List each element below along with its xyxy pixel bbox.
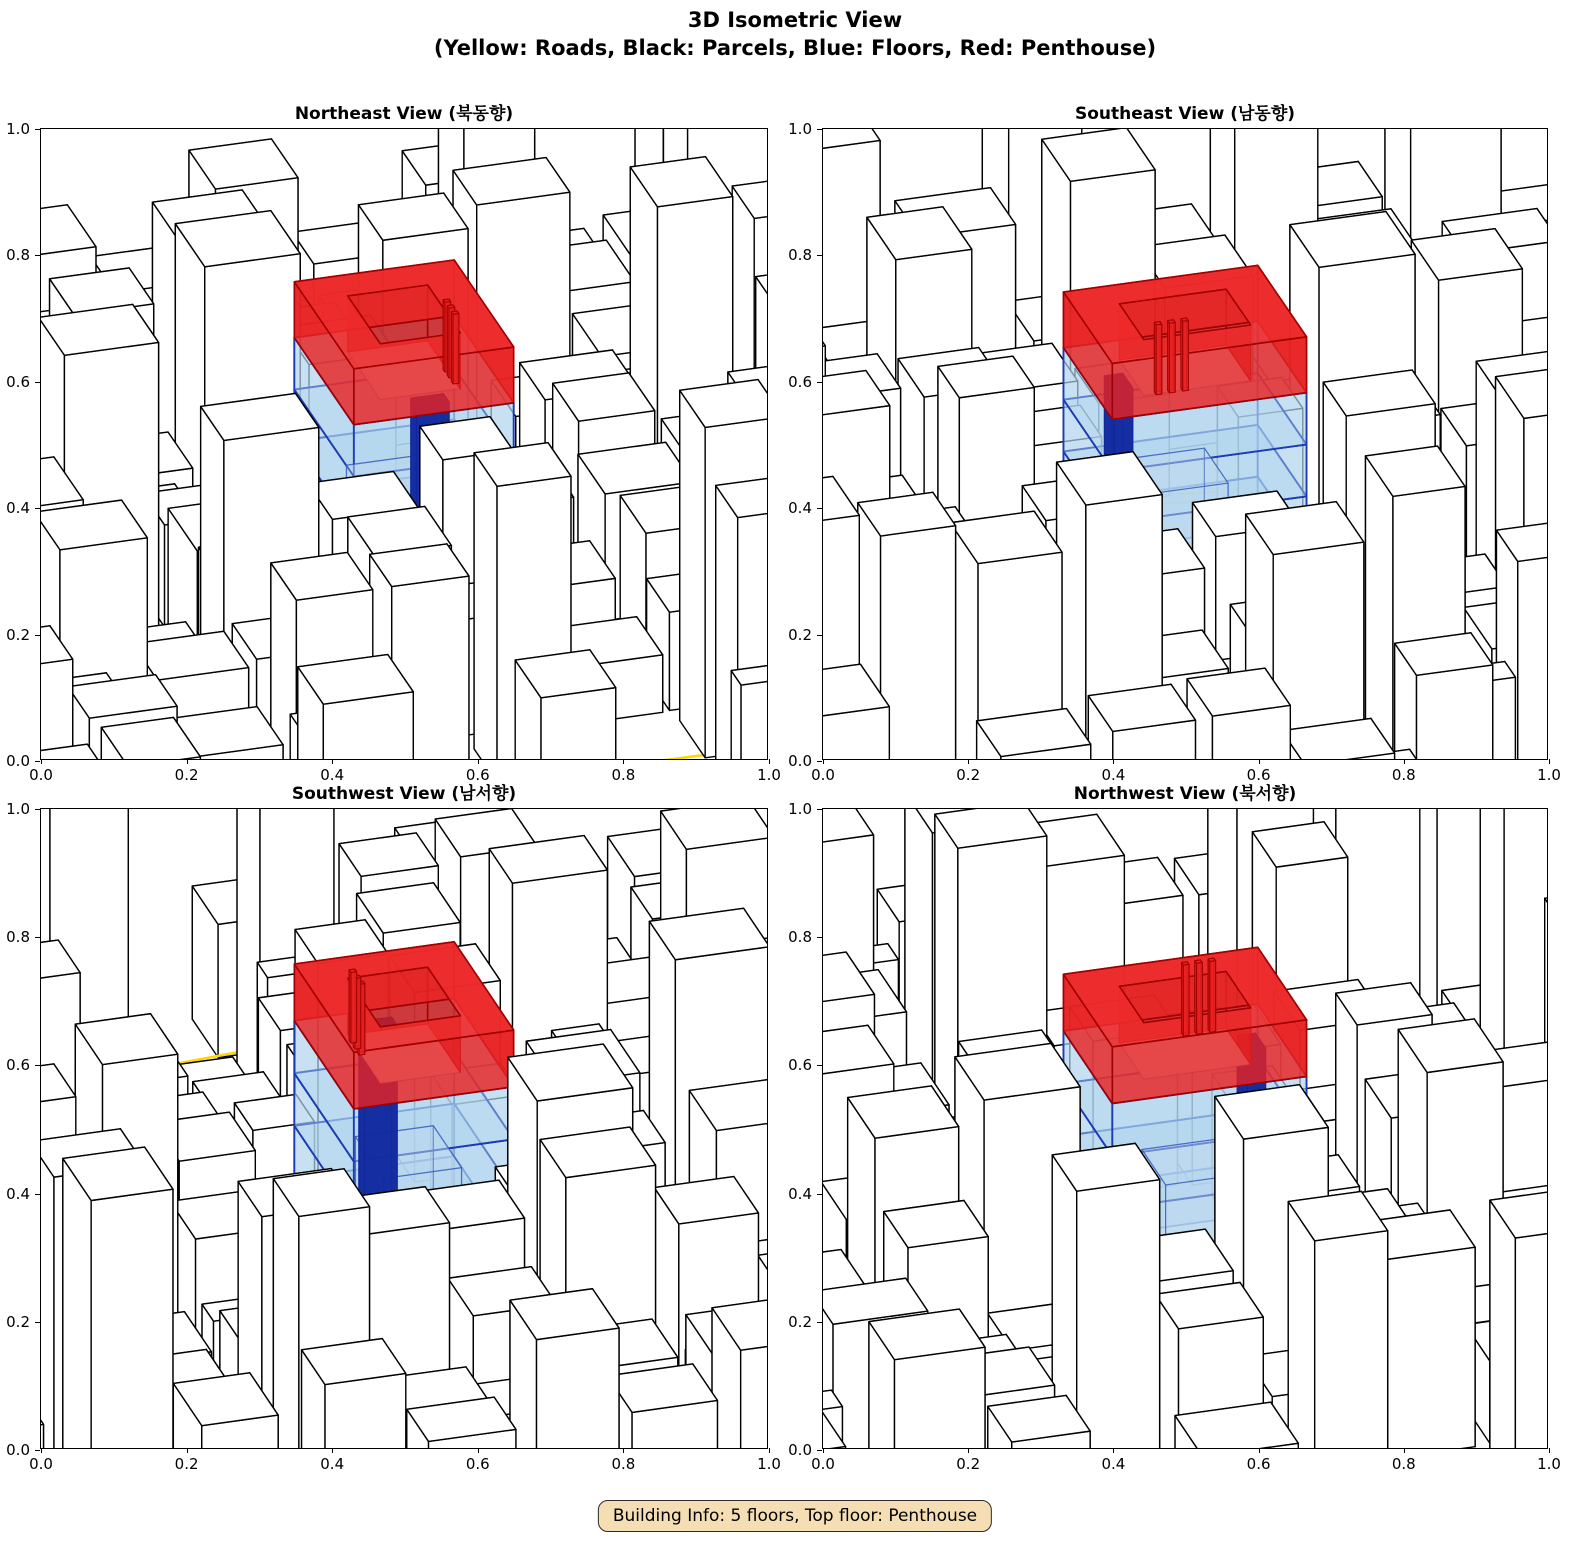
building-info-badge: Building Info: 5 floors, Top floor: Penthouse: [598, 1500, 992, 1532]
x-tick-mark: [187, 759, 188, 764]
y-tick-label: 0.8: [788, 928, 812, 947]
x-tick-mark: [823, 759, 824, 764]
subplot-title-southeast: Southeast View (남동향): [1074, 104, 1296, 124]
x-tick-mark: [1404, 1448, 1405, 1453]
x-tick-label: 0.6: [465, 1455, 490, 1473]
y-tick-label: 0.8: [6, 928, 30, 947]
x-tick-mark: [823, 1448, 824, 1453]
x-tick-mark: [187, 1448, 188, 1453]
scene-northwest: [823, 809, 1547, 1448]
x-tick-mark: [332, 759, 333, 764]
y-tick-mark: [817, 129, 822, 130]
x-tick-label: 0.4: [1101, 1455, 1126, 1473]
y-tick-label: 0.6: [6, 1056, 30, 1075]
x-tick-label: 1.0: [1537, 1455, 1561, 1473]
y-tick-label: 1.0: [6, 800, 30, 818]
y-tick-label: 1.0: [788, 120, 812, 138]
y-tick-mark: [35, 1450, 40, 1451]
subplot-northeast: [6, 104, 781, 784]
y-tick-label: 0.6: [788, 1056, 812, 1075]
y-tick-label: 0.0: [6, 752, 30, 770]
y-tick-label: 0.4: [788, 1184, 812, 1203]
x-tick-label: 1.0: [757, 766, 781, 784]
x-tick-label: 0.8: [611, 1455, 636, 1473]
y-tick-mark: [817, 809, 822, 810]
x-tick-label: 0.4: [1101, 766, 1126, 784]
subplot-title-southwest: Southwest View (남서향): [291, 784, 517, 804]
x-tick-label: 0.4: [320, 766, 345, 784]
y-tick-mark: [35, 255, 40, 256]
y-tick-label: 0.0: [788, 1441, 812, 1459]
y-tick-label: 0.2: [788, 1312, 812, 1331]
subplot-title-northeast: Northeast View (북동향): [294, 104, 514, 124]
x-tick-label: 0.2: [956, 766, 981, 784]
x-tick-mark: [478, 759, 479, 764]
x-tick-label: 0.8: [611, 766, 636, 784]
x-tick-mark: [769, 1448, 770, 1453]
subplot-northwest: [788, 784, 1561, 1473]
x-tick-mark: [1113, 1448, 1114, 1453]
x-tick-label: 0.0: [29, 766, 53, 784]
y-tick-mark: [35, 1322, 40, 1323]
y-tick-mark: [35, 809, 40, 810]
x-tick-label: 0.2: [174, 766, 199, 784]
y-tick-mark: [817, 1065, 822, 1066]
y-tick-mark: [817, 1322, 822, 1323]
y-tick-mark: [817, 937, 822, 938]
x-tick-mark: [623, 1448, 624, 1453]
y-tick-label: 0.2: [6, 625, 30, 644]
y-tick-mark: [817, 761, 822, 762]
y-tick-mark: [35, 508, 40, 509]
y-tick-mark: [35, 1194, 40, 1195]
y-tick-label: 0.0: [6, 1441, 30, 1459]
y-tick-label: 1.0: [788, 800, 812, 818]
y-tick-label: 0.4: [6, 499, 30, 518]
subplot-title-northwest: Northwest View (북서향): [1073, 784, 1297, 804]
x-tick-label: 0.0: [29, 1455, 53, 1473]
x-tick-mark: [1259, 1448, 1260, 1453]
x-tick-label: 0.4: [320, 1455, 345, 1473]
x-tick-mark: [1259, 759, 1260, 764]
y-tick-mark: [35, 129, 40, 130]
y-tick-label: 0.2: [788, 625, 812, 644]
x-tick-mark: [968, 1448, 969, 1453]
y-tick-label: 0.6: [6, 372, 30, 391]
figure-subtitle: (Yellow: Roads, Black: Parcels, Blue: Floors, Red: Penthouse): [433, 36, 1157, 60]
x-tick-label: 0.2: [174, 1455, 199, 1473]
x-tick-mark: [1549, 759, 1550, 764]
subplot-southwest: [6, 784, 781, 1473]
y-tick-mark: [35, 635, 40, 636]
x-tick-mark: [332, 1448, 333, 1453]
y-tick-label: 1.0: [6, 120, 30, 138]
y-tick-label: 0.8: [788, 246, 812, 265]
x-tick-mark: [1113, 759, 1114, 764]
x-tick-mark: [1549, 1448, 1550, 1453]
y-tick-mark: [35, 761, 40, 762]
y-tick-mark: [35, 1065, 40, 1066]
x-tick-label: 1.0: [757, 1455, 781, 1473]
y-tick-label: 0.4: [788, 499, 812, 518]
x-tick-label: 0.6: [465, 766, 490, 784]
x-tick-mark: [1404, 759, 1405, 764]
x-tick-mark: [769, 759, 770, 764]
x-tick-label: 0.8: [1391, 1455, 1416, 1473]
subplot-southeast: [788, 104, 1561, 784]
scene-northeast: [41, 129, 767, 759]
x-tick-mark: [478, 1448, 479, 1453]
y-tick-mark: [817, 635, 822, 636]
y-tick-mark: [817, 1194, 822, 1195]
x-tick-label: 0.6: [1246, 1455, 1271, 1473]
x-tick-label: 0.6: [1246, 766, 1271, 784]
y-tick-mark: [817, 382, 822, 383]
x-tick-label: 1.0: [1537, 766, 1561, 784]
x-tick-mark: [623, 759, 624, 764]
figure-title: 3D Isometric View: [687, 8, 903, 32]
y-tick-label: 0.6: [788, 372, 812, 391]
y-tick-label: 0.8: [6, 246, 30, 265]
y-tick-mark: [35, 382, 40, 383]
x-tick-label: 0.0: [811, 1455, 835, 1473]
x-tick-label: 0.2: [956, 1455, 981, 1473]
y-tick-mark: [817, 508, 822, 509]
y-tick-mark: [817, 1450, 822, 1451]
y-tick-mark: [35, 937, 40, 938]
scene-southeast: [823, 129, 1547, 759]
y-tick-label: 0.2: [6, 1312, 30, 1331]
y-tick-mark: [817, 255, 822, 256]
x-tick-mark: [968, 759, 969, 764]
y-tick-label: 0.4: [6, 1184, 30, 1203]
y-tick-label: 0.0: [788, 752, 812, 770]
x-tick-mark: [41, 1448, 42, 1453]
x-tick-mark: [41, 759, 42, 764]
x-tick-label: 0.8: [1391, 766, 1416, 784]
x-tick-label: 0.0: [811, 766, 835, 784]
scene-southwest: [41, 809, 767, 1448]
figure-title-block: [0, 6, 1590, 62]
